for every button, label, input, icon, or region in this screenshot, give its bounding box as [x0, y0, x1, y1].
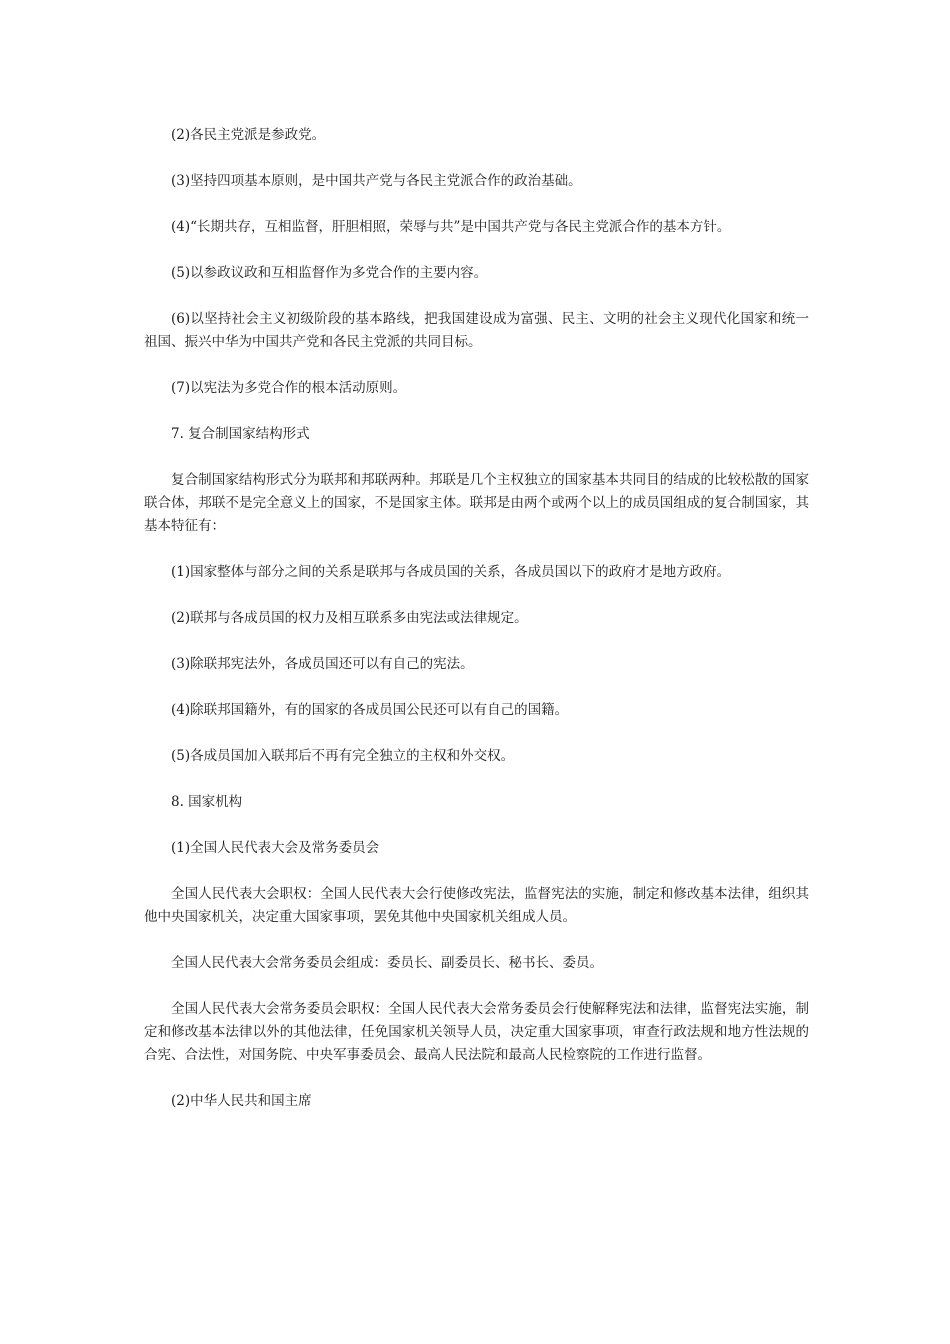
paragraph-feature-4: (4)除联邦国籍外，有的国家的各成员国公民还可以有自己的国籍。: [171, 702, 569, 718]
paragraph-item-6: (6)以坚持社会主义初级阶段的基本路线，把我国建设成为富强、民主、文明的社会主义现代化国家和统一祖国、振兴中华为中国共产党和各民主党派的共同目标。: [144, 311, 809, 350]
subsection-heading-president: (2)中华人民共和国主席: [171, 1093, 312, 1109]
paragraph-npcsc-composition: 全国人民代表大会常务委员会组成：委员长、副委员长、秘书长、委员。: [171, 955, 603, 971]
paragraph-feature-5: (5)各成员国加入联邦后不再有完全独立的主权和外交权。: [171, 748, 515, 764]
paragraph-item-7: (7)以宪法为多党合作的根本活动原则。: [171, 380, 407, 396]
paragraph-feature-2: (2)联邦与各成员国的权力及相互联系多由宪法或法律规定。: [171, 610, 528, 626]
paragraph-npc-powers: 全国人民代表大会职权：全国人民代表大会行使修改宪法，监督宪法的实施，制定和修改基本法律，组织其他中央国家机关，决定重大国家事项，罢免其他中央国家机关组成人员。: [144, 886, 809, 925]
paragraph-item-4: (4)“长期共存，互相监督，肝胆相照，荣辱与共”是中国共产党与各民主党派合作的基本方针。: [171, 219, 731, 235]
paragraph-feature-1: (1)国家整体与部分之间的关系是联邦与各成员国的关系，各成员国以下的政府才是地方政府。: [171, 564, 731, 580]
paragraph-item-5: (5)以参政议政和互相监督作为多党合作的主要内容。: [171, 265, 488, 281]
paragraph-feature-3: (3)除联邦宪法外，各成员国还可以有自己的宪法。: [171, 656, 474, 672]
section-heading-7: 7. 复合制国家结构形式: [171, 426, 310, 442]
paragraph-npcsc-powers: 全国人民代表大会常务委员会职权：全国人民代表大会常务委员会行使解释宪法和法律，监督宪法实施，制定和修改基本法律以外的其他法律，任免国家机关领导人员，决定重大国家事项，审查行政法规和地方性法规的合宪、合法性，对国务院、中央军事委员会、最高人民法院和最高人民检察院的工作进行监督。: [144, 1001, 809, 1063]
section-heading-8: 8. 国家机构: [171, 794, 243, 810]
document-body: [144, 124, 809, 1113]
paragraph-intro-federation: 复合制国家结构形式分为联邦和邦联两种。邦联是几个主权独立的国家基本共同目的结成的比较松散的国家联合体，邦联不是完全意义上的国家，不是国家主体。联邦是由两个或两个以上的成员国组成的复合制国家，其基本特征有：: [144, 472, 809, 534]
paragraph-item-3: (3)坚持四项基本原则，是中国共产党与各民主党派合作的政治基础。: [171, 173, 582, 189]
subsection-heading-npc: (1)全国人民代表大会及常务委员会: [171, 840, 380, 856]
paragraph-item-2: (2)各民主党派是参政党。: [171, 127, 326, 143]
